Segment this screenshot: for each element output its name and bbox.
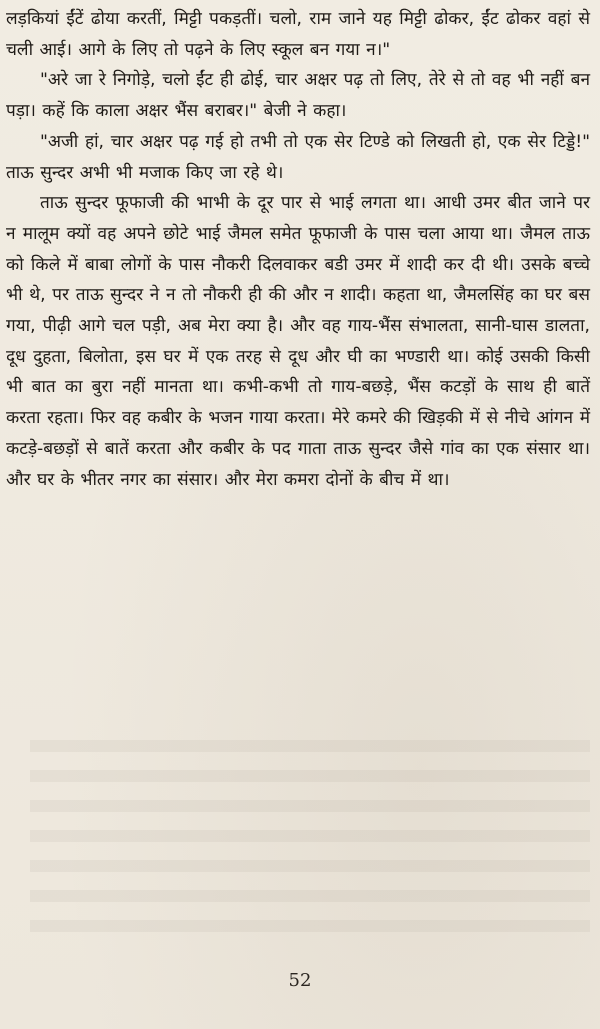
page-number: 52 xyxy=(288,970,312,991)
body-text xyxy=(6,4,590,495)
paragraph-dialogue-tau: "अजी हां, चार अक्षर पढ़ गई हो तभी तो एक सेर टिण्डे को लिखती हो, एक सेर टिड्डे!" ताऊ सुन्दर अभी भी मजाक किए जा रहे थे। xyxy=(6,131,590,183)
paragraph-dialogue-beji: "अरे जा रे निगोड़े, चलो ईंट ही ढोई, चार अक्षर पढ़ तो लिए, तेरे से तो वह भी नहीं बन पड़ा। कहें कि काला अक्षर भैंस बराबर।" बेजी ने कहा। xyxy=(6,70,590,122)
bleed-through-shadow xyxy=(30,740,590,940)
paragraph-continuation: लड़कियां ईंटें ढोया करतीं, मिट्टी पकड़तीं। चलो, राम जाने यह मिट्टी ढोकर, ईंट ढोकर वहां से चली आई। आगे के लिए तो पढ़ने के लिए स्कूल बन गया न।" xyxy=(6,9,590,60)
paragraph-narrative: ताऊ सुन्दर फूफाजी की भाभी के दूर पार से भाई लगता था। आधी उमर बीत जाने पर न मालूम क्यों वह अपने छोटे भाई जैमल समेत फूफाजी के पास चला आया था। जैमल ताऊ को किले में बाबा लोगों के पास नौकरी दिलवाकर बडी उमर में शादी कर दी थी। उसके बच्चे भी थे, पर ताऊ सुन्दर ने न तो नौकरी ही की और न शादी। कहता था, जैमलसिंह का घर बस गया, पीढ़ी आगे चल पड़ी, अब मेरा क्या है। और वह गाय-भैंस संभालता, सानी-घास डालता, दूध दुहता, बिलोता, इस घर में एक तरह से दूध और घी का भण्डारी था। कोई उसकी किसी भी बात का बुरा नहीं मानता था। कभी-कभी तो गाय-बछड़े, भैंस कटड़ों के साथ ही बातें करता रहता। फिर वह कबीर के भजन गाया करता। मेरे कमरे की खिड़की में से नीचे आंगन में कटड़े-बछड़ों से बातें करता और कबीर के पद गाता ताऊ सुन्दर जैसे गांव का एक संसार था। और घर के भीतर नगर का संसार। और मेरा कमरा दोनों के बीच में था। xyxy=(6,193,590,490)
